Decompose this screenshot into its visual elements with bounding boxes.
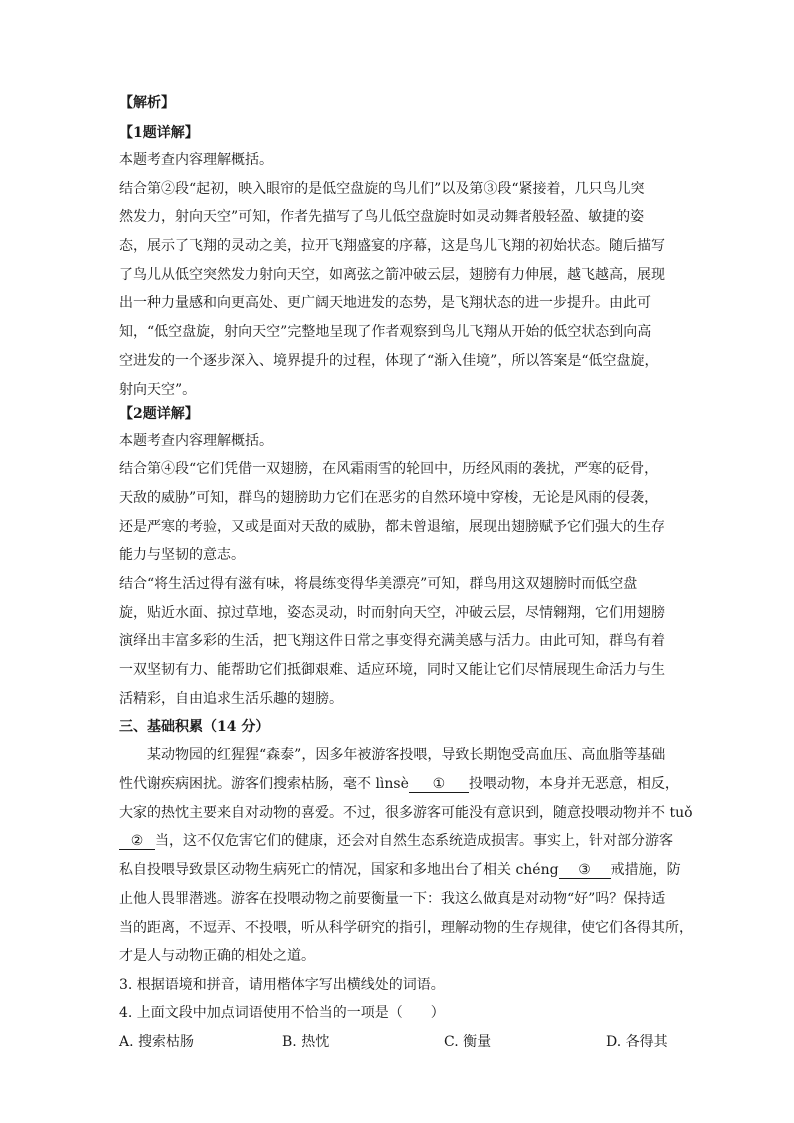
passage-text: 戒措施，防 — [610, 862, 681, 878]
q2-line: 活精彩，自由追求生活乐趣的翅膀。 — [119, 691, 343, 707]
q1-heading: 【1题详解】 — [119, 125, 199, 141]
q1-line: 了鸟儿从低空突然发力射向天空，如离弦之箭冲破云层，翅膀有力伸展，越飞越高，展现 — [119, 267, 665, 283]
passage-line: 才是人与动物正确的相处之道。 — [119, 948, 315, 964]
passage-line: 大家的热忱主要来自对动物的喜爱。不过，很多游客可能没有意识到，随意投喂动物并不 tuǒ — [119, 805, 693, 821]
passage-text: 投喂动物，本身并无恶意，相反， — [468, 776, 679, 792]
q1-line: 态，展示了飞翔的灵动之美，拉开飞翔盛宴的序幕，这是鸟儿飞翔的初始状态。随后描写 — [119, 238, 665, 254]
analysis-heading: 【解析】 — [119, 95, 175, 111]
passage-line — [119, 775, 679, 793]
passage-text: 私自投喂导致景区动物生病死亡的情况，国家和多地出台了相关 chéng — [119, 862, 559, 878]
q1-line: 知，“低空盘旋，射向天空”完整地呈现了作者观察到鸟儿飞翔从开始的低空状态到向高 — [119, 324, 652, 340]
q1-line: 空进发的一个逐步深入、境界提升的过程，体现了“渐入佳境”，所以答案是“低空盘旋， — [119, 353, 659, 369]
q2-line: 结合第④段“它们凭借一双翅膀，在风霜雨雪的轮回中，历经风雨的袭扰，严寒的砭骨， — [119, 461, 659, 477]
q1-line: 本题考查内容理解概括。 — [119, 152, 273, 168]
q2-line: 结合“将生活过得有滋有味，将晨练变得华美漂亮”可知，群鸟用这双翅膀时而低空盘 — [119, 576, 638, 592]
q2-line: 能力与坚韧的意志。 — [119, 547, 245, 563]
q2-line: 本题考查内容理解概括。 — [119, 433, 273, 449]
question-4: 4. 上面文段中加点词语使用不恰当的一项是（ ） — [119, 1005, 445, 1021]
q2-line: 天敌的威胁”可知，群鸟的翅膀助力它们在恶劣的自然环境中穿梭，无论是风雨的侵袭， — [119, 490, 659, 506]
passage-line: 当的距离，不逗弄、不投喂，听从科学研究的指引，理解动物的生存规律，使它们各得其所， — [119, 920, 693, 936]
option-c[interactable]: C. 衡量 — [444, 1034, 492, 1050]
passage-line: 止他人畏罪潜逃。游客在投喂动物之前要衡量一下：我这么做真是对动物“好”吗？保持适 — [119, 891, 666, 907]
option-a[interactable]: A. 搜索枯肠 — [119, 1034, 195, 1050]
question-3: 3. 根据语境和拼音，请用楷体字写出横线处的词语。 — [119, 977, 445, 993]
passage-text: 当，这不仅危害它们的健康，还会对自然生态系统造成损害。事实上，针对部分游客 — [155, 833, 673, 849]
passage-line: 某动物园的红猩猩“森泰”，因多年被游客投喂，导致长期饱受高血压、高血脂等基础 — [119, 747, 666, 763]
answer-blank-3[interactable]: ③ — [559, 862, 611, 879]
passage-line — [119, 832, 673, 850]
q1-line: 结合第②段“起初，映入眼帘的是低空盘旋的鸟儿们”以及第③段“紧接着，几只鸟儿突 — [119, 181, 645, 197]
answer-blank-2[interactable]: ② — [119, 833, 155, 850]
q1-line: 出一种力量感和向更高处、更广阔天地进发的态势，是飞翔状态的进一步提升。由此可 — [119, 295, 651, 311]
q2-line: 一双坚韧有力、能帮助它们抵御艰难、适应环境，同时又能让它们尽情展现生命活力与生 — [119, 662, 665, 678]
section3-heading: 三、基础积累（14 分） — [119, 719, 270, 735]
q1-line: 射向天空”。 — [119, 382, 197, 398]
passage-line — [119, 861, 681, 879]
option-d[interactable]: D. 各得其 — [606, 1034, 668, 1050]
q2-line: 旋，贴近水面、掠过草地，姿态灵动，时而射向天空，冲破云层，尽情翱翔，它们用翅膀 — [119, 605, 665, 621]
q2-line: 还是严寒的考验，又或是面对天敌的威胁，都未曾退缩，展现出翅膀赋予它们强大的生存 — [119, 519, 665, 535]
q2-heading: 【2题详解】 — [119, 406, 199, 422]
passage-text: 性代谢疾病困扰。游客们搜索枯肠，毫不 lìnsè — [119, 776, 409, 792]
q2-line: 演绎出丰富多彩的生活，把飞翔这件日常之事变得充满美感与活力。由此可知，群鸟有着 — [119, 633, 665, 649]
option-b[interactable]: B. 热忱 — [282, 1034, 330, 1050]
answer-blank-1[interactable]: ① — [409, 776, 469, 793]
q1-line: 然发力，射向天空”可知，作者先描写了鸟儿低空盘旋时如灵动舞者般轻盈、敏捷的姿 — [119, 209, 645, 225]
